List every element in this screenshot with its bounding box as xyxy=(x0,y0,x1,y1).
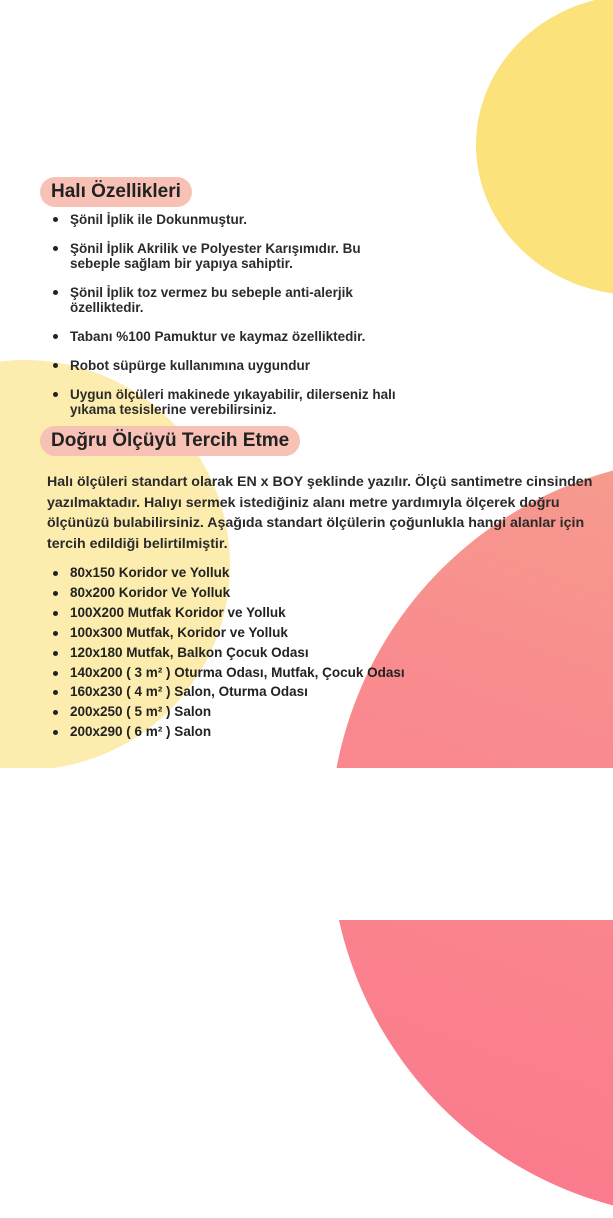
sizing-intro: Halı ölçüleri standart olarak EN x BOY şeklinde yazılır. Ölçü santimetre cinsinden yazılmaktadır. Halıyı sermek istediğiniz alanı metre yardımıyla ölçerek doğru ölçünüzü bulabilirsiniz. Aşağıda standart ölçülerin çoğunlukla hangi alanlar için tercih edildiği belirtilmiştir. xyxy=(47,474,593,552)
list-item: 200x290 ( 6 m² ) Salon xyxy=(50,722,470,742)
features-list xyxy=(50,212,410,431)
bottom-white-band xyxy=(0,768,613,920)
sizing-heading: Doğru Ölçüyü Tercih Etme xyxy=(40,426,300,456)
list-item: Şönil İplik toz vermez bu sebeple anti-alerjik özelliktedir. xyxy=(50,285,410,315)
sizes-list xyxy=(50,563,470,742)
list-item: 100X200 Mutfak Koridor ve Yolluk xyxy=(50,603,470,623)
list-item: 80x150 Koridor ve Yolluk xyxy=(50,563,470,583)
list-item: Robot süpürge kullanımına uygundur xyxy=(50,358,410,373)
features-heading: Halı Özellikleri xyxy=(40,177,192,207)
list-item: 160x230 ( 4 m² ) Salon, Oturma Odası xyxy=(50,682,470,702)
list-item: 200x250 ( 5 m² ) Salon xyxy=(50,702,470,722)
list-item: Tabanı %100 Pamuktur ve kaymaz özelliktedir. xyxy=(50,329,410,344)
list-item: 100x300 Mutfak, Koridor ve Yolluk xyxy=(50,623,470,643)
list-item: Şönil İplik ile Dokunmuştur. xyxy=(50,212,410,227)
list-item: Şönil İplik Akrilik ve Polyester Karışımıdır. Bu sebeple sağlam bir yapıya sahiptir. xyxy=(50,241,410,271)
list-item: Uygun ölçüleri makinede yıkayabilir, dilerseniz halı yıkama tesislerine verebilirsiniz. xyxy=(50,387,410,417)
list-item: 80x200 Koridor Ve Yolluk xyxy=(50,583,470,603)
list-item: 140x200 ( 3 m² ) Oturma Odası, Mutfak, Çocuk Odası xyxy=(50,663,470,683)
list-item: 120x180 Mutfak, Balkon Çocuk Odası xyxy=(50,643,470,663)
yellow-circle-decoration xyxy=(476,0,613,295)
